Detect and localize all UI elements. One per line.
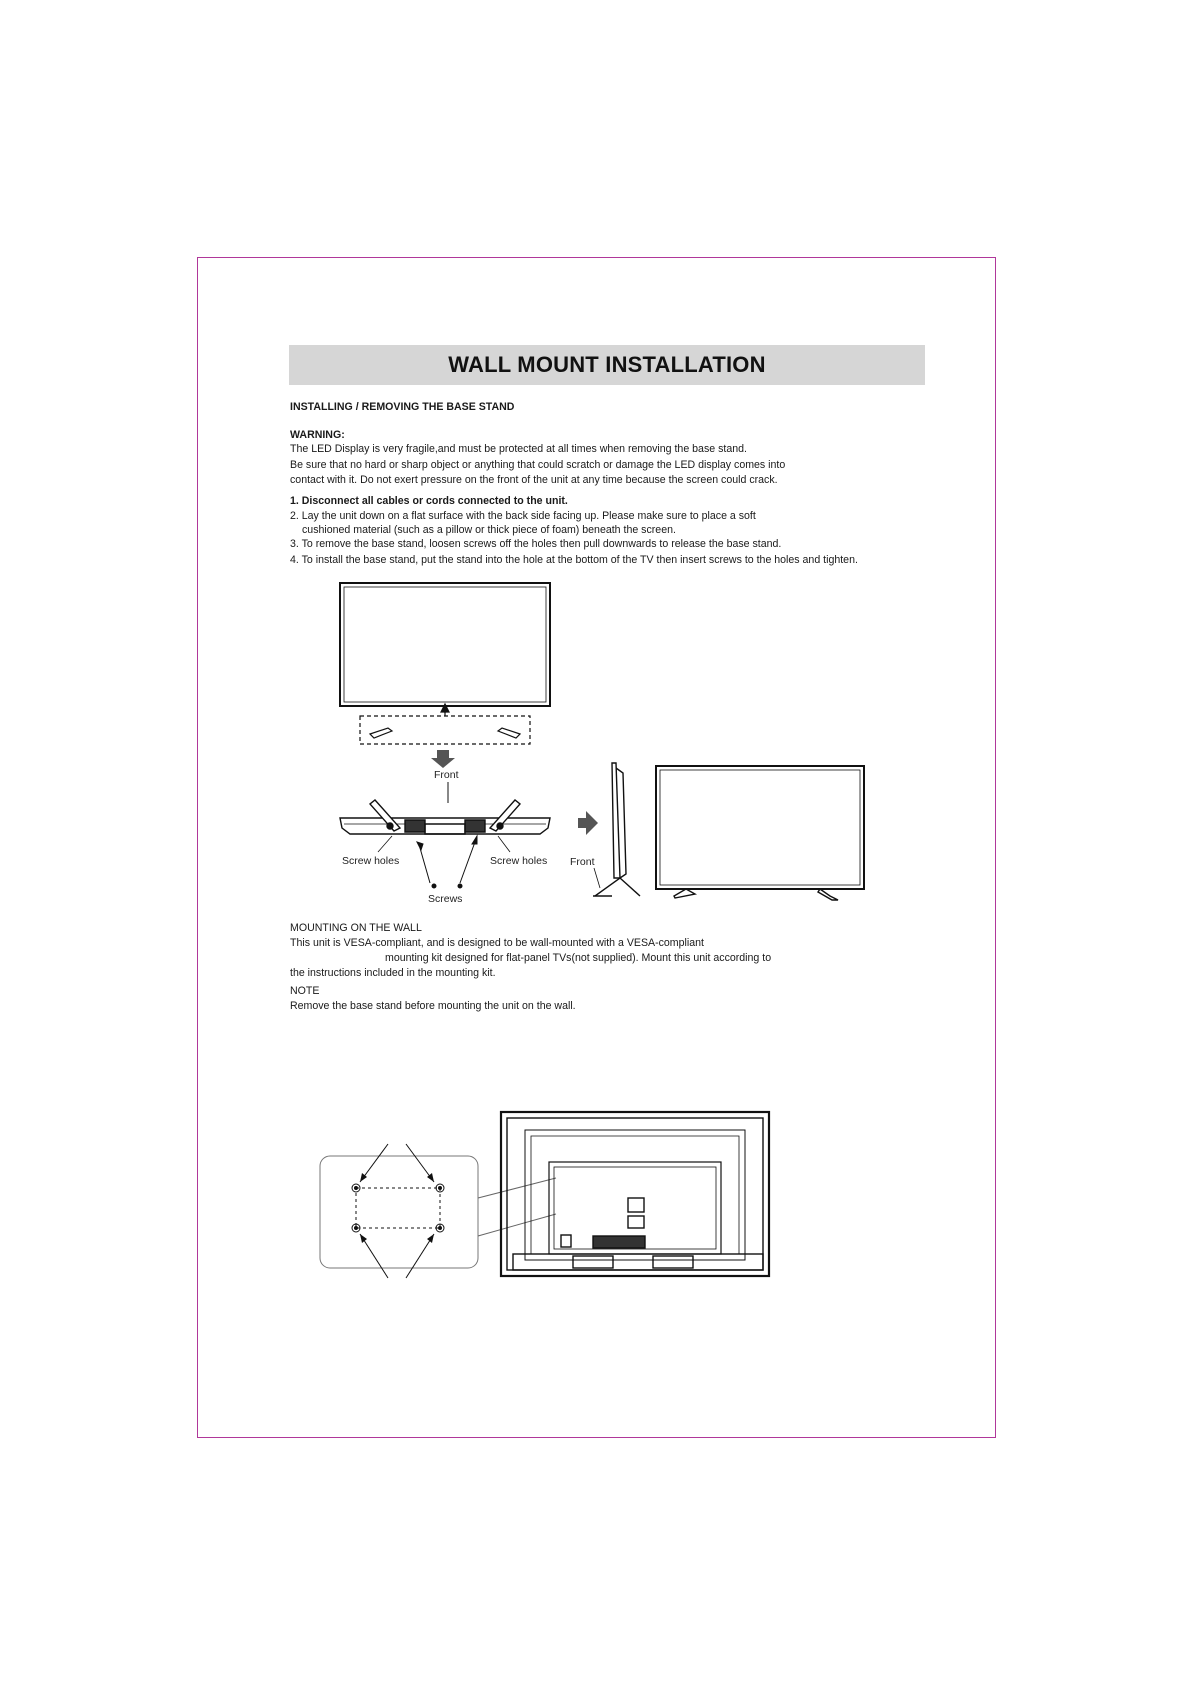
tv-lying-outline (340, 800, 550, 834)
right-arrow-icon (578, 811, 598, 835)
note-title: NOTE (290, 985, 320, 997)
stand-foot-left (370, 728, 392, 738)
section-heading-base-stand: INSTALLING / REMOVING THE BASE STAND (290, 401, 515, 413)
screw-holes-label-right: Screw holes (490, 855, 548, 867)
page-title: WALL MOUNT INSTALLATION (448, 352, 766, 377)
tv-back-view (501, 1112, 769, 1276)
screw-icon (432, 884, 436, 888)
vesa-pattern-outline (356, 1188, 440, 1228)
mounting-line: mounting kit designed for flat-panel TVs(not supplied). Mount this unit according to (385, 952, 772, 964)
warning-line: The LED Display is very fragile,and must be protected at all times when removing the base stand. (290, 443, 747, 455)
tv-side-view (593, 763, 640, 896)
vesa-detail-box (320, 1156, 478, 1268)
note-text: Remove the base stand before mounting the unit on the wall. (290, 1000, 576, 1012)
mounting-line: the instructions included in the mounting kit. (290, 967, 496, 979)
step-2: 2. Lay the unit down on a flat surface with the back side facing up. Please make sure to place a soft (290, 510, 756, 522)
screw-icon (458, 884, 462, 888)
screw-holes-label-left: Screw holes (342, 855, 400, 867)
down-arrow-icon (431, 750, 455, 768)
front-label: Front (434, 769, 459, 781)
side-front-label: Front (570, 856, 595, 868)
tv-on-stand (656, 766, 864, 900)
step-2-continued: cushioned material (such as a pillow or thick piece of foam) beneath the screen. (302, 524, 676, 536)
stand-foot-right (498, 728, 520, 738)
warning-line: Be sure that no hard or sharp object or anything that could scratch or damage the LED display comes into (290, 459, 786, 471)
title-banner (289, 345, 925, 385)
mounting-line: This unit is VESA-compliant, and is designed to be wall-mounted with a VESA-compliant (290, 937, 704, 949)
warning-title: WARNING: (290, 429, 345, 441)
screws-label: Screws (428, 893, 463, 904)
warning-line: contact with it. Do not exert pressure on the front of the unit at any time because the screen could crack. (290, 474, 778, 486)
step-1: 1. Disconnect all cables or cords connected to the unit. (290, 495, 568, 507)
step-4: 4. To install the base stand, put the stand into the hole at the bottom of the TV then insert screws to the holes and tighten. (290, 554, 858, 566)
tv-front-outline (340, 583, 550, 706)
section-heading-wall: MOUNTING ON THE WALL (290, 922, 422, 934)
base-stand-diagram (330, 578, 870, 904)
step-3: 3. To remove the base stand, loosen screws off the holes then pull downwards to release the base stand. (290, 538, 782, 550)
vesa-mount-diagram (318, 1110, 778, 1280)
